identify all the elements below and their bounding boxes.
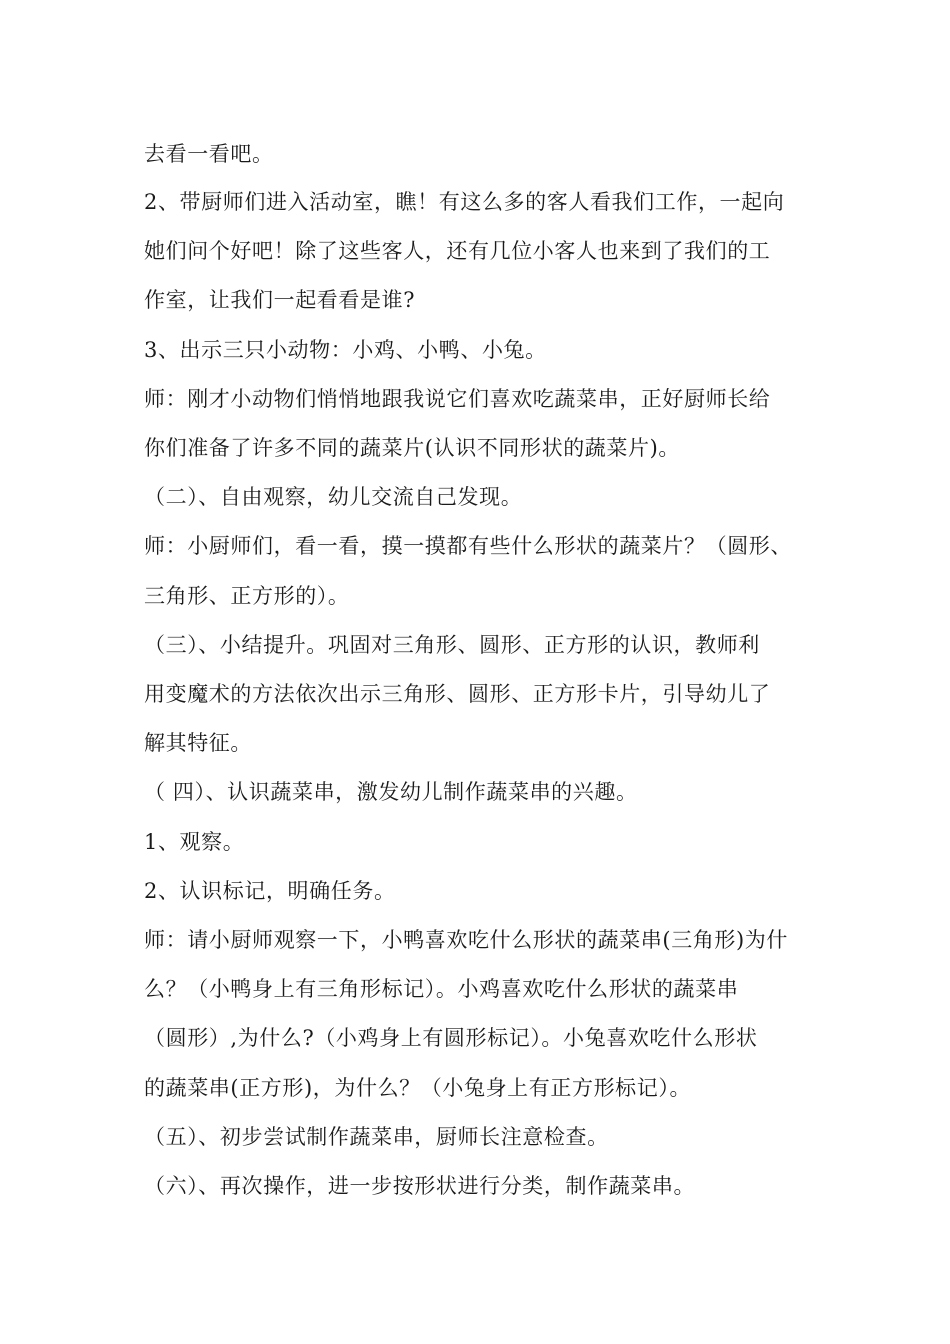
text-line: 三角形、正方形的）。 [144,584,350,608]
text-line: （三）、小结提升。巩固对三角形、圆形、正方形的认识，教师利 [144,633,760,657]
text-line: 么？（小鸭身上有三角形标记）。小鸡喜欢吃什么形状的蔬菜串 [144,977,739,1001]
text-line: 1、观察。 [144,830,245,854]
text-line: （圆形）,为什么?（小鸡身上有圆形标记）。小兔喜欢吃什么形状 [144,1026,758,1050]
text-line: 2、带厨师们进入活动室，瞧！有这么多的客人看我们工作，一起向 [144,190,785,214]
text-line: 用变魔术的方法依次出示三角形、圆形、正方形卡片，引导幼儿了 [144,682,771,706]
text-line: （二）、自由观察，幼儿交流自己发现。 [144,485,523,509]
text-line: 师：刚才小动物们悄悄地跟我说它们喜欢吃蔬菜串，正好厨师长给 [144,387,771,411]
text-line: 师：请小厨师观察一下，小鸭喜欢吃什么形状的蔬菜串(三角形)为什 [144,928,788,952]
text-line: （五）、初步尝试制作蔬菜串，厨师长注意检查。 [144,1125,609,1149]
text-line: 她们问个好吧！除了这些客人，还有几位小客人也来到了我们的工 [144,239,771,263]
text-line: 师：小厨师们，看一看，摸一摸都有些什么形状的蔬菜片？（圆形、 [144,534,792,558]
text-line: 2、认识标记，明确任务。 [144,879,396,903]
text-line: 你们准备了许多不同的蔬菜片(认识不同形状的蔬菜片)。 [144,436,680,460]
text-line: 3、出示三只小动物：小鸡、小鸭、小兔。 [144,338,547,362]
text-line: （ 四）、认识蔬菜串，激发幼儿制作蔬菜串的兴趣。 [144,780,638,804]
text-line: 去看一看吧。 [144,142,274,166]
text-line: 作室，让我们一起看看是谁? [144,288,416,312]
text-line: （六）、再次操作，进一步按形状进行分类，制作蔬菜串。 [144,1174,696,1198]
text-line: 的蔬菜串(正方形)，为什么？（小兔身上有正方形标记）。 [144,1076,692,1100]
text-line: 解其特征。 [144,731,252,755]
